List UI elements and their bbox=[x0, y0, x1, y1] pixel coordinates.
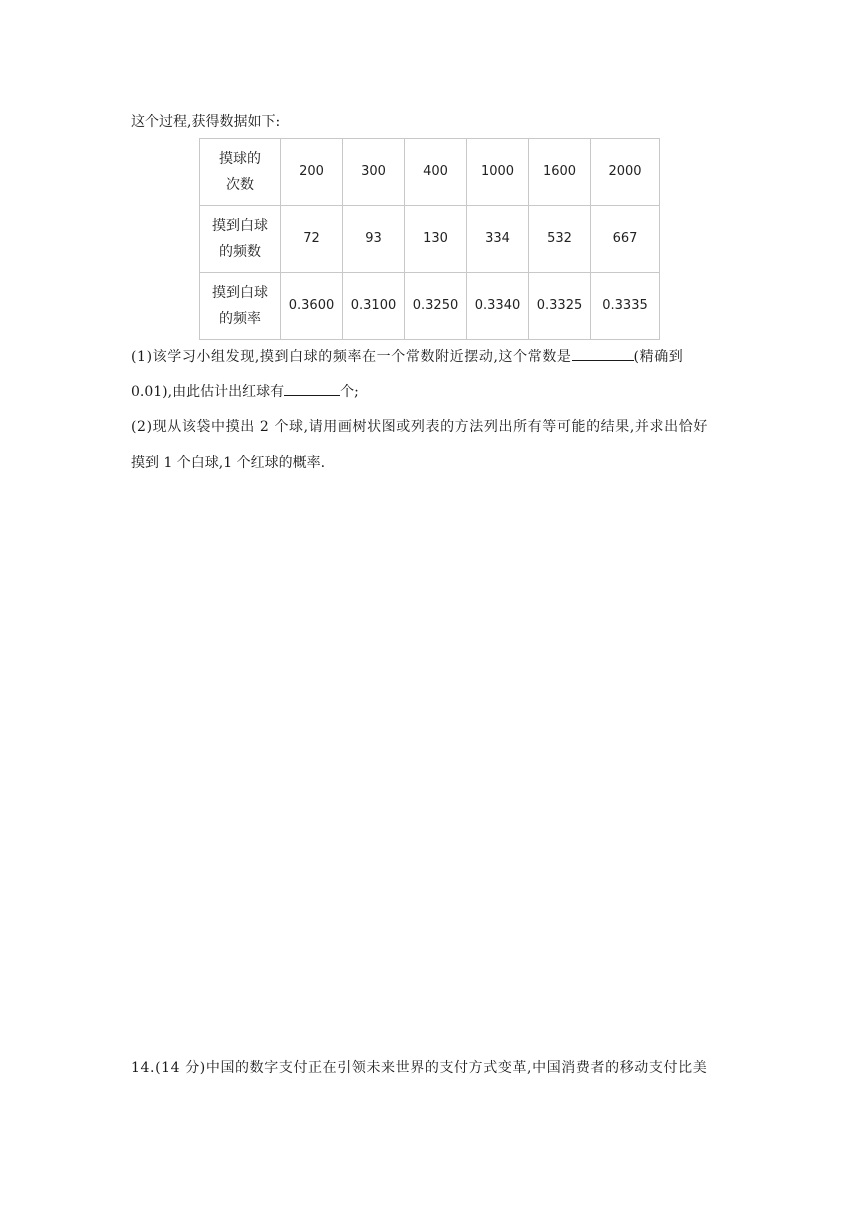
intro-text: 这个过程,获得数据如下: bbox=[131, 114, 281, 130]
question-1-line-2 bbox=[131, 380, 359, 402]
table-row bbox=[200, 139, 660, 206]
table-cell: 1600 bbox=[529, 139, 591, 206]
row-header bbox=[200, 273, 281, 340]
table-cell: 334 bbox=[467, 206, 529, 273]
table-row bbox=[200, 273, 660, 340]
table-cell: 0.3600 bbox=[281, 273, 343, 340]
answer-blank-constant bbox=[572, 345, 634, 361]
table-cell: 532 bbox=[529, 206, 591, 273]
question-14-line-1: 14.(14 分)中国的数字支付正在引领未来世界的支付方式变革,中国消费者的移动支付比美 bbox=[131, 1060, 708, 1076]
row-header-line: 的频率 bbox=[219, 311, 261, 327]
question-1-text-cont: 0.01),由此估计出红球有 bbox=[131, 384, 285, 400]
table-cell: 667 bbox=[591, 206, 660, 273]
question-1-text-tail: (精确到 bbox=[633, 349, 684, 365]
question-1-text: (1)该学习小组发现,摸到白球的频率在一个常数附近摆动,这个常数是 bbox=[131, 349, 572, 365]
table-cell: 200 bbox=[281, 139, 343, 206]
table-cell: 0.3100 bbox=[343, 273, 405, 340]
table-cell: 93 bbox=[343, 206, 405, 273]
table-cell: 1000 bbox=[467, 139, 529, 206]
table-cell: 72 bbox=[281, 206, 343, 273]
table-cell: 0.3335 bbox=[591, 273, 660, 340]
row-header-line: 摸到白球 bbox=[212, 218, 268, 234]
table-cell: 130 bbox=[405, 206, 467, 273]
table-row bbox=[200, 206, 660, 273]
row-header bbox=[200, 139, 281, 206]
table-cell: 2000 bbox=[591, 139, 660, 206]
answer-blank-red-count bbox=[284, 380, 340, 396]
question-2-line-2: 摸到 1 个白球,1 个红球的概率. bbox=[131, 455, 326, 471]
row-header-line: 摸球的 bbox=[219, 151, 261, 167]
table-cell: 0.3250 bbox=[405, 273, 467, 340]
table-cell: 0.3325 bbox=[529, 273, 591, 340]
table-cell: 400 bbox=[405, 139, 467, 206]
row-header bbox=[200, 206, 281, 273]
question-1-text-end: 个; bbox=[340, 384, 359, 400]
row-header-line: 次数 bbox=[226, 177, 254, 193]
row-header-line: 摸到白球 bbox=[212, 285, 268, 301]
row-header-line: 的频数 bbox=[219, 244, 261, 260]
question-2-line-1: (2)现从该袋中摸出 2 个球,请用画树状图或列表的方法列出所有等可能的结果,并求出恰好 bbox=[131, 419, 708, 435]
table-cell: 300 bbox=[343, 139, 405, 206]
table-cell: 0.3340 bbox=[467, 273, 529, 340]
frequency-table bbox=[199, 138, 660, 340]
question-1-line-1 bbox=[131, 345, 683, 367]
